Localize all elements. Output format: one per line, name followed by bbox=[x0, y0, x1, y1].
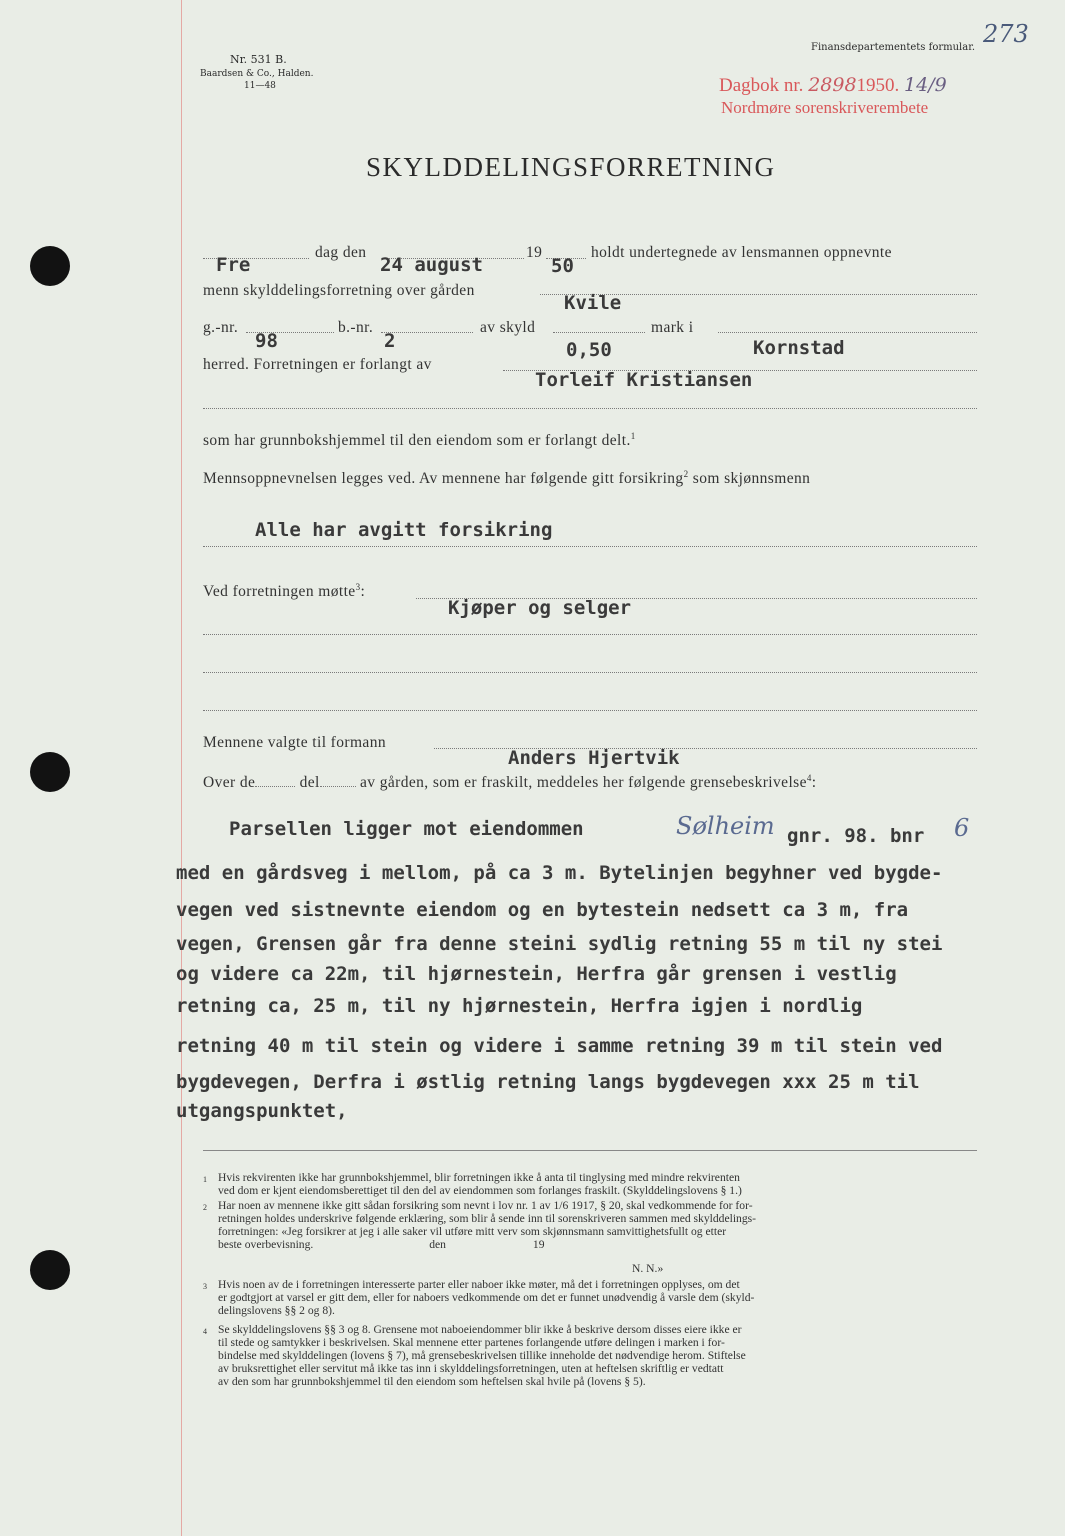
label-19: 19 bbox=[526, 244, 543, 261]
av-garden-text: av gården, som er fraskilt, meddeles her følgende grensebeskrivelse bbox=[360, 774, 807, 792]
stamp-year: 1950. bbox=[856, 75, 900, 96]
fn4-line: av den som har grunnbokshjemmel til den eiendom som heftelsen skal hvile på (lovens § 5). bbox=[218, 1374, 646, 1388]
insurance-line bbox=[203, 546, 977, 547]
del-text: del bbox=[299, 774, 320, 792]
ved-text: Ved forretningen møtte bbox=[203, 583, 356, 601]
binder-hole-top bbox=[30, 246, 70, 286]
label-gnr: g.-nr. bbox=[203, 319, 239, 336]
date-value: 24 august bbox=[380, 254, 483, 276]
page-number: 273 bbox=[983, 20, 1029, 48]
label-av-skyld: av skyld bbox=[480, 319, 536, 336]
label-mennsoppnevnelsen bbox=[203, 469, 810, 488]
colon-1: : bbox=[360, 583, 366, 601]
fn3-number: 3 bbox=[203, 1282, 207, 1291]
requester-value: Torleif Kristiansen bbox=[535, 369, 753, 391]
footnote-ref-4: 4 bbox=[806, 773, 812, 783]
fn4-line: til stede og samtykker i beskrivelsen. Skal mennene etter partenes forlangende utføre delingen i marken i for- bbox=[218, 1335, 725, 1349]
present-line-3 bbox=[203, 672, 977, 673]
footnote-ref-3: 3 bbox=[355, 582, 361, 592]
description-line-6: retning ca, 25 m, til ny hjørnestein, Herfra igjen i nordlig bbox=[176, 995, 863, 1017]
som-har-text: som har grunnbokshjemmel til den eiendom som er forlangt delt. bbox=[203, 432, 631, 450]
stamp-prefix: Dagbok nr. bbox=[719, 75, 804, 96]
weekday-value: Fre bbox=[216, 254, 251, 276]
description-line-1: Parsellen ligger mot eiendommen bbox=[229, 818, 584, 840]
description-line-4: vegen, Grensen går fra denne steini sydlig retning 55 m til ny stei bbox=[176, 933, 943, 955]
skjonn-text: som skjønnsmenn bbox=[688, 470, 811, 488]
skyld-value: 0,50 bbox=[566, 339, 612, 361]
label-over-de bbox=[203, 773, 817, 792]
fn2-line: beste overbevisning. den 19 bbox=[218, 1237, 545, 1251]
requester-line-2 bbox=[203, 408, 977, 409]
stamp-office: Nordmøre sorenskriverembete bbox=[721, 98, 929, 117]
colon-2: : bbox=[811, 774, 817, 792]
footnote-ref-2: 2 bbox=[683, 469, 689, 479]
fn1-line: Hvis rekvirenten ikke har grunnbokshjemmel, blir forretningen ikke å anta til tinglysing med mindre rekvirenten bbox=[218, 1171, 740, 1184]
printer-name: Baardsen & Co., Halden. bbox=[200, 69, 314, 79]
red-margin-line bbox=[181, 0, 182, 1536]
fn2-number: 2 bbox=[203, 1203, 207, 1212]
form-number: Nr. 531 B. bbox=[230, 53, 287, 66]
label-ved-forretningen bbox=[203, 582, 365, 601]
description-line-9: utgangspunktet, bbox=[176, 1100, 348, 1122]
fn4-number: 4 bbox=[203, 1327, 207, 1336]
description-line-3: vegen ved sistnevnte eiendom og en bytestein nedsett ca 3 m, fra bbox=[176, 899, 909, 921]
description-line-8: bygdevegen, Derfra i østlig retning langs bygdevegen xxx 25 m til bbox=[176, 1071, 920, 1093]
neighbor-handwritten: Sølheim bbox=[676, 812, 775, 840]
menns-text: Mennsoppnevnelsen legges ved. Av mennene har følgende gitt forsikring bbox=[203, 470, 684, 488]
present-line-2 bbox=[203, 634, 977, 635]
page-title: SKYLDDELINGSFORRETNING bbox=[366, 152, 776, 182]
fn1-line: ved dom er kjent eiendomsberettiget til den del av eiendommen som forlanges fraskilt. (Skylddelingslovens § 1.) bbox=[218, 1183, 742, 1197]
insurance-value: Alle har avgitt forsikring bbox=[255, 519, 553, 541]
gnr-value: 98 bbox=[255, 330, 278, 352]
bnr-value: 2 bbox=[384, 330, 396, 352]
fn3-line: er godtgjort at varsel er gitt dem, eller for naboers vedkommende om det er funnet unødvendig å varsle dem (skyld- bbox=[218, 1290, 755, 1304]
fn1-number: 1 bbox=[203, 1175, 207, 1184]
municipality-value: Kornstad bbox=[753, 337, 845, 359]
fn3-line: delingslovens §§ 2 og 8). bbox=[218, 1303, 335, 1317]
description-line-1b: gnr. 98. bnr bbox=[787, 825, 925, 847]
skyld-line bbox=[553, 332, 645, 333]
present-line-4 bbox=[203, 710, 977, 711]
label-mark-i: mark i bbox=[651, 319, 694, 336]
label-dag-den: dag den bbox=[315, 244, 367, 261]
description-line-5: og videre ca 22m, til hjørnestein, Herfra går grensen i vestlig bbox=[176, 963, 897, 985]
fn2-signature: N. N.» bbox=[632, 1262, 664, 1275]
chairman-value: Anders Hjertvik bbox=[508, 747, 680, 769]
fn2-line: forretningen: «Jeg forsikrer at jeg i alle saker vil utføre mitt verv som skjønnsmann samvittighetsfullt og etter bbox=[218, 1224, 727, 1238]
label-bnr: b.-nr. bbox=[338, 319, 374, 336]
footnote-rule bbox=[203, 1150, 977, 1151]
label-holdt: holdt undertegnede av lensmannen oppnevnte bbox=[591, 244, 892, 261]
fn2-line: retningen holdes underskrive følgende erklæring, som blir å sende inn til sorenskriveren sammen med skylddelings- bbox=[218, 1211, 757, 1225]
present-value: Kjøper og selger bbox=[448, 597, 632, 619]
label-herred: herred. Forretningen er forlangt av bbox=[203, 356, 432, 373]
journal-stamp bbox=[719, 74, 947, 97]
fn4-line: bindelse med skylddelingen (lovens § 7), må grensebeskrivelsen tillike inneholde det nødvendige herom. Stiftelse bbox=[218, 1348, 746, 1362]
binder-hole-bottom bbox=[30, 1250, 70, 1290]
label-som-har bbox=[203, 431, 636, 450]
description-line-7: retning 40 m til stein og videre i samme retning 39 m til stein ved bbox=[176, 1035, 943, 1057]
description-line-2: med en gårdsveg i mellom, på ca 3 m. Bytelinjen begyhner ved bygde- bbox=[176, 862, 943, 884]
fn4-line: av bruksrettighet eller servitut må ikke tas inn i skylddelingsforretningen, uten at heftelsen skriftlig er vedtatt bbox=[218, 1361, 724, 1375]
over-de-text: Over de bbox=[203, 774, 256, 792]
print-date: 11—48 bbox=[244, 81, 276, 91]
fn2-line: Har noen av mennene ikke gitt sådan forsikring som nevnt i lov nr. 1 av 1/6 1917, § 20, skal vedkommende for for- bbox=[218, 1199, 753, 1212]
label-mennene: Mennene valgte til formann bbox=[203, 734, 386, 751]
issuer-label: Finansdepartementets formular. bbox=[811, 42, 976, 53]
fn3-line: Hvis noen av de i forretningen interesserte parter eller naboer ikke møter, må det i forretningen opplyses, om det bbox=[218, 1278, 740, 1291]
fn4-text bbox=[218, 1324, 986, 1389]
year-value: 50 bbox=[551, 255, 574, 277]
farm-value: Kvile bbox=[564, 292, 622, 314]
stamp-number: 2898 bbox=[808, 74, 857, 96]
municipality-line bbox=[718, 332, 977, 333]
fn4-line: Se skylddelingslovens §§ 3 og 8. Grensene mot naboeiendommer blir ikke å beskrive dersom disses eiere ikke er bbox=[218, 1323, 742, 1336]
footnote-ref-1: 1 bbox=[630, 431, 636, 441]
binder-hole-middle bbox=[30, 752, 70, 792]
stamp-date: 14/9 bbox=[904, 74, 947, 96]
label-menn: menn skylddelingsforretning over gården bbox=[203, 282, 475, 299]
bnr-handwritten: 6 bbox=[954, 814, 970, 842]
fn1-text bbox=[218, 1172, 986, 1198]
fn2-text bbox=[218, 1200, 986, 1252]
fn3-text bbox=[218, 1279, 986, 1318]
